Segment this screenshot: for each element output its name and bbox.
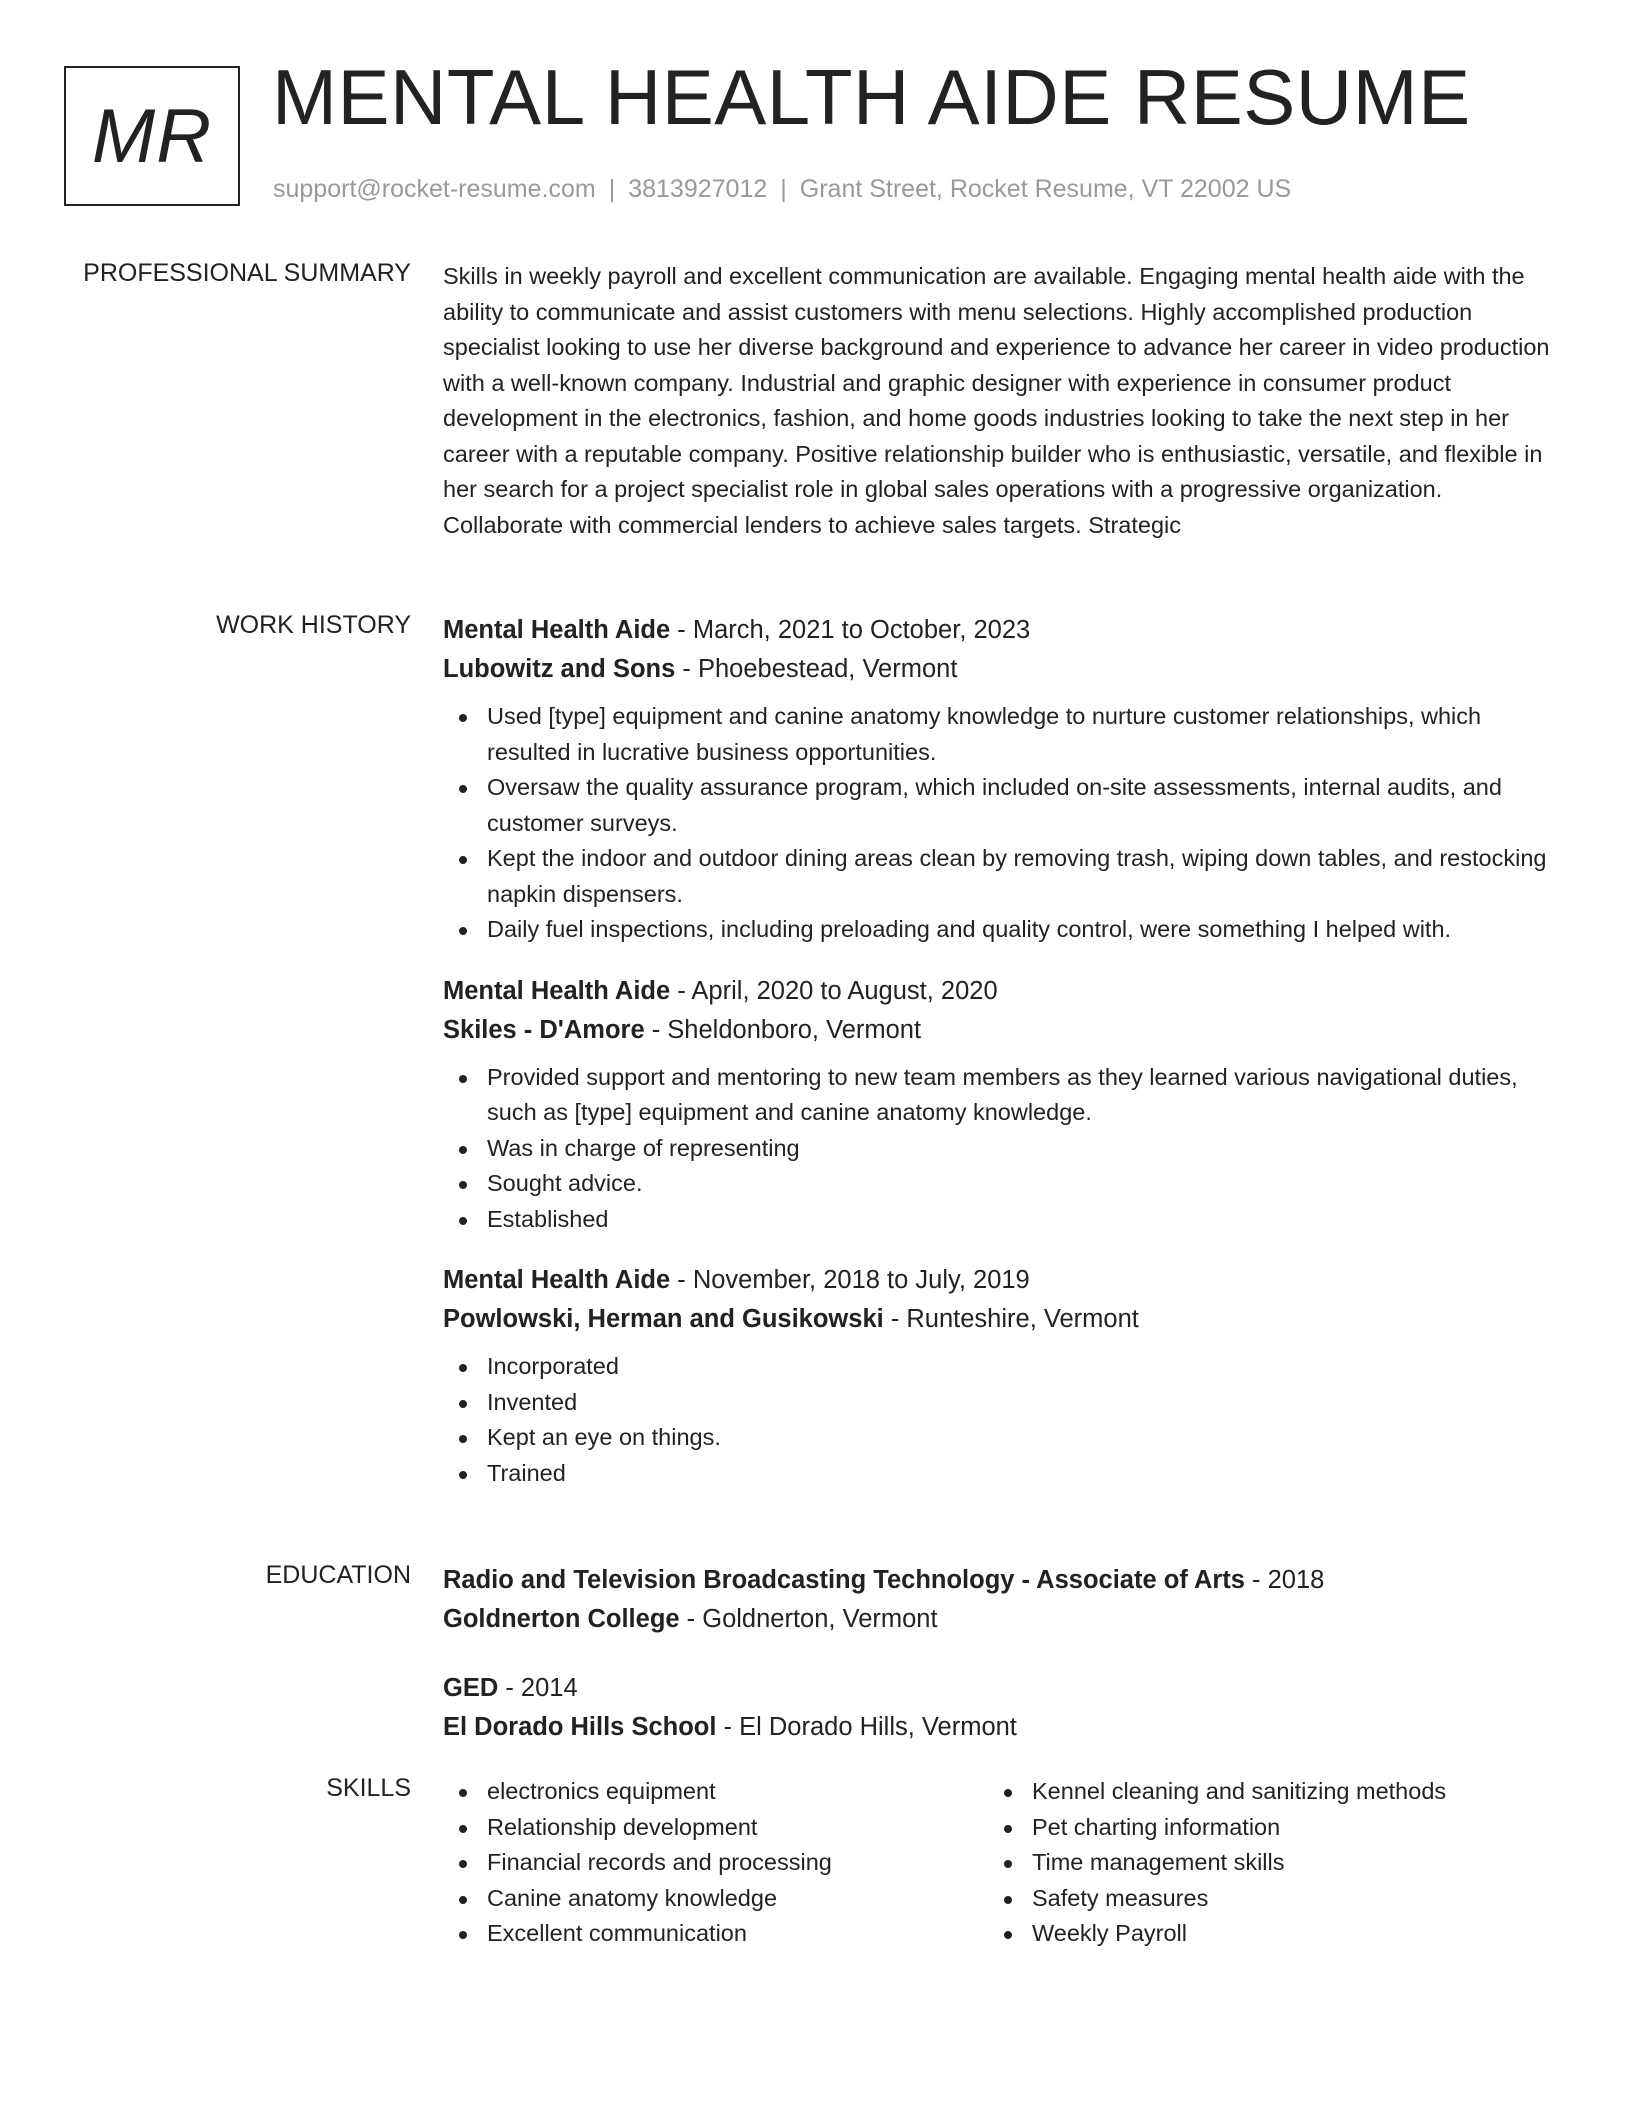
contact-address: Grant Street, Rocket Resume, VT 22002 US [799,175,1292,203]
job-title-line [443,972,1553,1011]
job-company-line [443,1011,1553,1050]
resume-title: MENTAL HEALTH AIDE RESUME [272,53,1471,141]
education-degree-line [443,1669,1553,1708]
job-dates: - April, 2020 to August, 2020 [670,976,998,1005]
job-location: - Phoebestead, Vermont [675,655,958,683]
monogram-logo: MR [64,66,240,206]
education-year: - 2018 [1244,1566,1325,1594]
job-bullet: Trained [443,1456,1553,1492]
education-entry [443,1669,1553,1747]
job-title: Mental Health Aide [443,1266,671,1294]
education-degree: GED [443,1674,499,1702]
skills-grid [443,1774,1553,1952]
skills-list [988,1774,1533,1952]
job-bullet: Was in charge of representing [443,1131,1553,1167]
summary-body [443,259,1553,543]
skills-column-left [443,1774,988,1952]
job-bullet: Sought advice. [443,1166,1553,1202]
section-label-skills: SKILLS [326,1774,411,1802]
job-company-line [443,1300,1553,1339]
job-dates: - November, 2018 to July, 2019 [670,1266,1030,1294]
skill-item: Pet charting information [988,1810,1533,1846]
contact-separator: | [608,175,616,203]
education-body [443,1561,1553,1777]
contact-email: support@rocket-resume.com [273,175,596,203]
job-bullet: Oversaw the quality assurance program, which included on-site assessments, internal audits, and customer surveys. [443,770,1553,841]
education-school: El Dorado Hills School [443,1713,717,1741]
education-school: Goldnerton College [443,1605,680,1633]
job-entry [443,611,1553,948]
job-company: Powlowski, Herman and Gusikowski [443,1305,884,1333]
work-history-body [443,611,1553,1515]
job-bullet: Daily fuel inspections, including preloading and quality control, were something I helped with. [443,912,1553,948]
section-label-summary: PROFESSIONAL SUMMARY [83,259,411,287]
skill-item: Relationship development [443,1810,988,1846]
education-degree: Radio and Television Broadcasting Technology - Associate of Arts [443,1566,1245,1594]
job-location: - Runteshire, Vermont [883,1305,1139,1333]
section-label-education: EDUCATION [265,1561,411,1589]
job-bullet: Established [443,1202,1553,1238]
skill-item: Safety measures [988,1881,1533,1917]
skills-column-right [988,1774,1533,1952]
education-degree-line [443,1561,1553,1600]
skills-list [443,1774,988,1952]
education-school-line [443,1600,1553,1639]
job-entry [443,1261,1553,1491]
education-location: - El Dorado Hills, Vermont [716,1713,1017,1741]
contact-separator: | [780,175,787,203]
job-bullets [443,699,1553,948]
skill-item: Weekly Payroll [988,1916,1533,1952]
job-title-line [443,1261,1553,1300]
job-company: Lubowitz and Sons [443,655,676,683]
job-bullets [443,1060,1553,1238]
skill-item: Excellent communication [443,1916,988,1952]
education-entry [443,1561,1553,1639]
job-location: - Sheldonboro, Vermont [644,1015,922,1044]
job-company: Skiles - D'Amore [443,1015,645,1044]
job-bullet: Kept an eye on things. [443,1420,1553,1456]
job-entry [443,972,1553,1238]
skill-item: Time management skills [988,1845,1533,1881]
job-title: Mental Health Aide [443,976,671,1005]
skill-item: electronics equipment [443,1774,988,1810]
education-year: - 2014 [498,1674,578,1702]
job-dates: - March, 2021 to October, 2023 [670,616,1031,644]
contact-phone: 3813927012 [628,175,768,203]
job-title: Mental Health Aide [443,616,671,644]
section-label-work-history: WORK HISTORY [216,611,411,639]
summary-text: Skills in weekly payroll and excellent communication are available. Engaging mental health aide with the ability to communicate and assist customers with menu selections. Highly accomplished production specialist looking to use her diverse background and experience to advance her career in video production with a well-known company. Industrial and graphic designer with experience in consumer product development in the electronics, fashion, and home goods industries looking to take the next step in her career with a reputable company. Positive relationship builder who is enthusiastic, versatile, and flexible in her search for a project specialist role in global sales operations with a progressive organization. Collaborate with commercial lenders to achieve sales targets. Strategic [443,263,1550,538]
education-location: - Goldnerton, Vermont [679,1605,938,1633]
contact-info [273,175,1291,204]
skill-item: Financial records and processing [443,1845,988,1881]
job-bullet: Incorporated [443,1349,1553,1385]
job-bullet: Provided support and mentoring to new team members as they learned various navigational duties, such as [type] equipment and canine anatomy knowledge. [443,1060,1553,1131]
job-company-line [443,650,1553,689]
skill-item: Kennel cleaning and sanitizing methods [988,1774,1533,1810]
job-bullet: Used [type] equipment and canine anatomy knowledge to nurture customer relationships, which resulted in lucrative business opportunities. [443,699,1553,770]
job-bullet: Kept the indoor and outdoor dining areas clean by removing trash, wiping down tables, and restocking napkin dispensers. [443,841,1553,912]
skill-item: Canine anatomy knowledge [443,1881,988,1917]
job-bullets [443,1349,1553,1491]
skills-body [443,1774,1553,1952]
job-bullet: Invented [443,1385,1553,1421]
education-school-line [443,1708,1553,1747]
job-title-line [443,611,1553,650]
